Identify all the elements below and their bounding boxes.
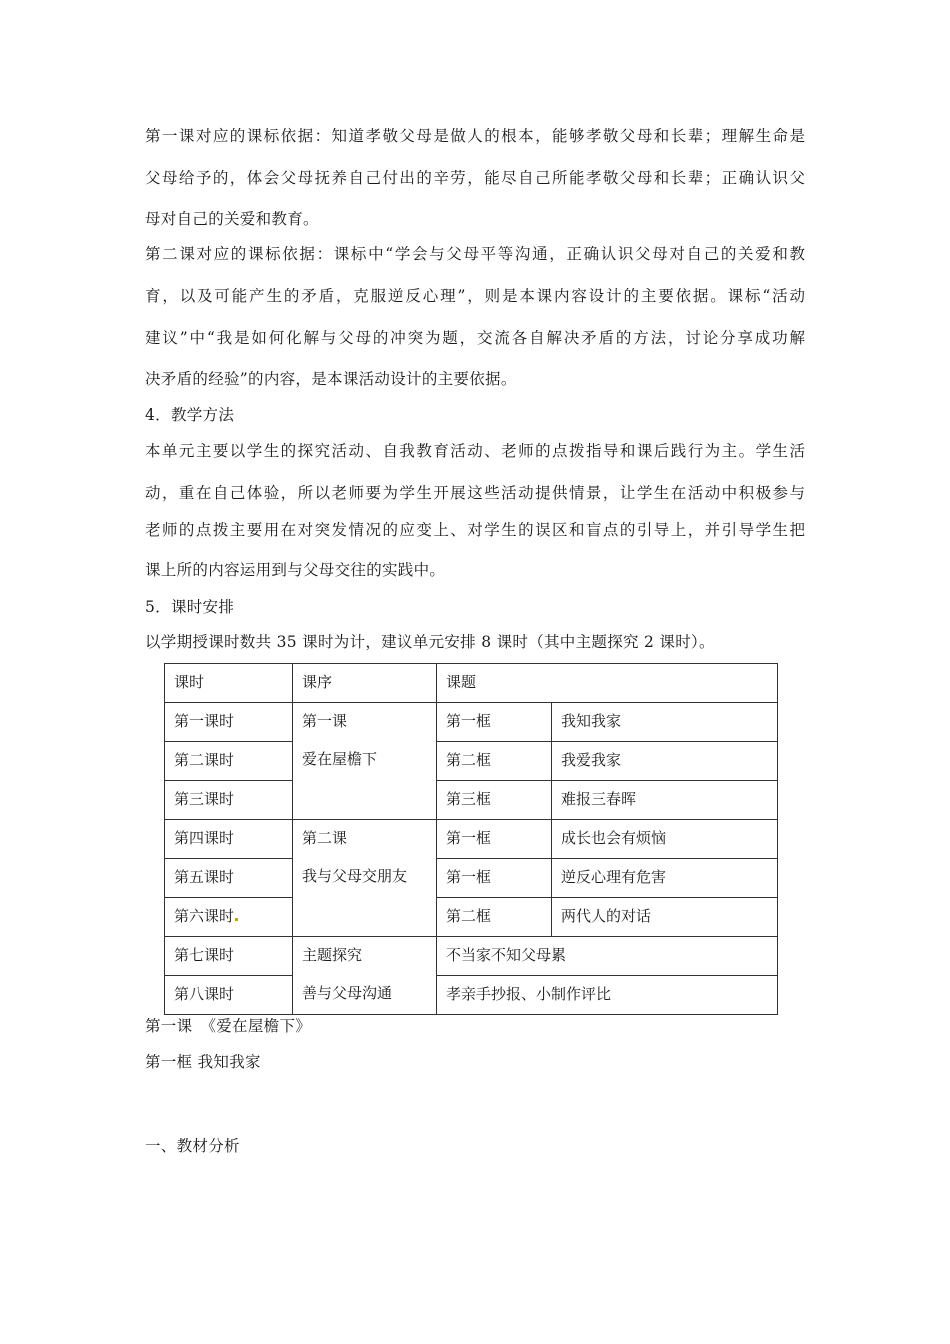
paragraph-line: 父母给予的，体会父母抚养自己付出的辛劳，能尽自己所能孝敬父母和长辈；正确认识父 [145, 169, 805, 187]
paragraph-line: 课上所的内容运用到与父母交往的实践中。 [145, 561, 446, 579]
table-header-cell: 课序 [293, 664, 437, 703]
table-cell-hour: 第四课时 [165, 820, 293, 859]
table-cell-topic: 逆反心理有危害 [552, 859, 778, 898]
table-cell-topic: 两代人的对话 [552, 898, 778, 937]
table-cell-topic: 我爱我家 [552, 742, 778, 781]
table-cell-topic-wide: 孝亲手抄报、小制作评比 [437, 976, 778, 1015]
table-header-row [165, 664, 778, 703]
paragraph-line: 母对自己的关爱和教育。 [145, 210, 319, 228]
table-cell-hour [165, 898, 293, 937]
table-cell-frame: 第二框 [437, 742, 552, 781]
table-cell-topic: 成长也会有烦恼 [552, 820, 778, 859]
lesson-title: 爱在屋檐下 [302, 750, 378, 768]
table-cell-hour: 第八课时 [165, 976, 293, 1015]
table-cell-lesson [293, 703, 437, 820]
table-cell-lesson [293, 820, 437, 937]
table-row [165, 820, 778, 859]
lesson-number: 第二课 [302, 829, 348, 847]
section-heading: 一、教材分析 [145, 1137, 240, 1155]
paragraph-line: 建议”中“我是如何化解与父母的冲突为题，交流各自解决矛盾的方法，讨论分享成功解 [145, 329, 805, 347]
table-row [165, 976, 778, 1015]
table-row [165, 742, 778, 781]
table-cell-frame: 第一框 [437, 859, 552, 898]
paragraph-line: 以学期授课时数共 35 课时为计，建议单元安排 8 课时（其中主题探究 2 课时）。 [145, 633, 715, 651]
table-cell-lesson [293, 937, 437, 1015]
paragraph-line: 动，重在自己体验，所以老师要为学生开展这些活动提供情景，让学生在活动中积极参与 [145, 484, 805, 502]
lesson-heading: 第一课 《爱在屋檐下》 [145, 1017, 312, 1035]
table-cell-hour: 第五课时 [165, 859, 293, 898]
paragraph-line: 本单元主要以学生的探究活动、自我教育活动、老师的点拨指导和课后践行为主。学生活 [145, 442, 805, 460]
paragraph-line: 育，以及可能产生的矛盾，克服逆反心理”，则是本课内容设计的主要依据。课标“活动 [145, 287, 805, 305]
frame-heading: 第一框 我知我家 [145, 1053, 261, 1071]
lesson-title: 善与父母沟通 [302, 984, 393, 1002]
table-cell-topic-wide: 不当家不知父母累 [437, 937, 778, 976]
table-cell-topic: 我知我家 [552, 703, 778, 742]
hour-label: 第六课时 [174, 907, 235, 925]
section-heading: 4．教学方法 [145, 406, 235, 424]
table-cell-frame: 第二框 [437, 898, 552, 937]
table-cell-hour: 第三课时 [165, 781, 293, 820]
paragraph-line: 第二课对应的课标依据：课标中“学会与父母平等沟通，正确认识父母对自己的关爱和教 [145, 245, 805, 263]
table-cell-hour: 第七课时 [165, 937, 293, 976]
lesson-title: 我与父母交朋友 [302, 867, 408, 885]
table-cell-frame: 第一框 [437, 703, 552, 742]
table-cell-topic: 难报三春晖 [552, 781, 778, 820]
section-heading: 5．课时安排 [145, 598, 235, 616]
schedule-table [164, 663, 778, 1015]
table-row [165, 898, 778, 937]
table-row [165, 703, 778, 742]
lesson-number: 第一课 [302, 712, 348, 730]
table-cell-frame: 第一框 [437, 820, 552, 859]
table-cell-hour: 第二课时 [165, 742, 293, 781]
lesson-number: 主题探究 [302, 946, 363, 964]
paragraph-line: 老师的点拨主要用在对突发情况的应变上、对学生的误区和盲点的引导上，并引导学生把 [145, 521, 805, 539]
table-header-cell: 课题 [437, 664, 778, 703]
table-cell-hour: 第一课时 [165, 703, 293, 742]
paragraph-line: 决矛盾的经验”的内容，是本课活动设计的主要依据。 [145, 370, 517, 388]
table-row [165, 781, 778, 820]
paragraph-line: 第一课对应的课标依据：知道孝敬父母是做人的根本，能够孝敬父母和长辈；理解生命是 [145, 127, 805, 145]
mark-dot [235, 918, 238, 921]
table-row [165, 937, 778, 976]
table-cell-frame: 第三框 [437, 781, 552, 820]
table-row [165, 859, 778, 898]
table-header-cell: 课时 [165, 664, 293, 703]
